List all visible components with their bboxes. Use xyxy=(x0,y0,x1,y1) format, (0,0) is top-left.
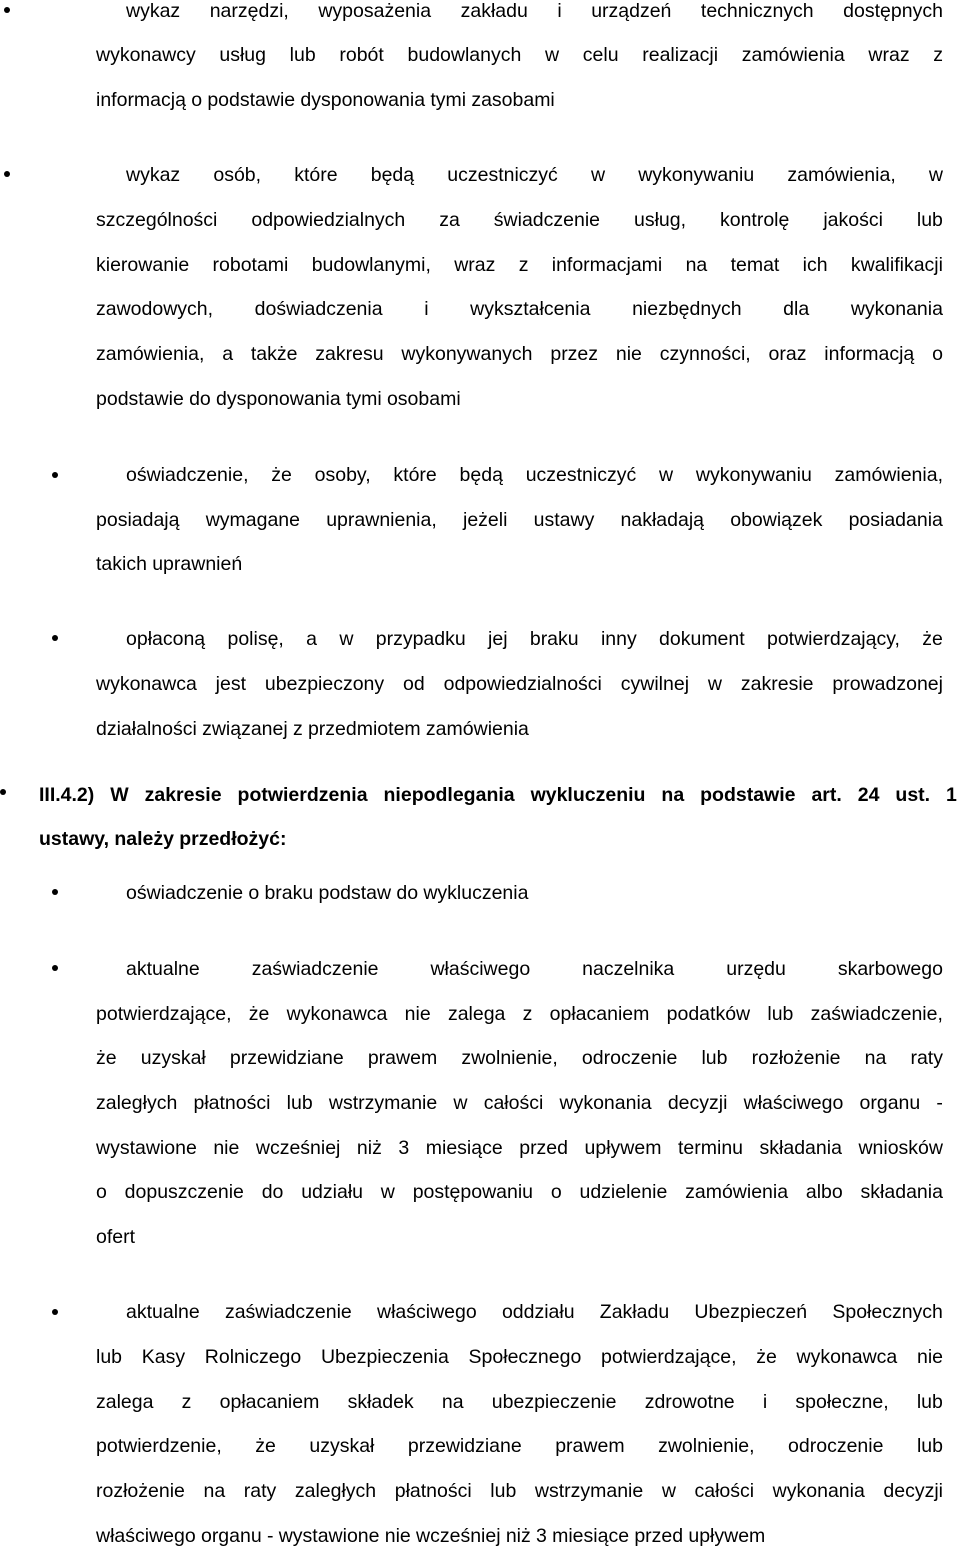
text-line: aktualne zaświadczenie właściwego oddziału Zakładu Ubezpieczeń Społecznych xyxy=(126,1301,943,1323)
bullet-icon xyxy=(52,472,58,478)
text-line: potwierdzające, że wykonawca nie zalega z opłacaniem podatków lub zaświadczenie, xyxy=(96,1003,943,1025)
text-line: lub Kasy Rolniczego Ubezpieczenia Społecznego potwierdzające, że wykonawca nie xyxy=(96,1346,943,1368)
text-line: wykaz narzędzi, wyposażenia zakładu i urządzeń technicznych dostępnych xyxy=(126,0,943,22)
text-line: takich uprawnień xyxy=(96,553,243,575)
text-line: oświadczenie o braku podstaw do wykluczenia xyxy=(126,882,529,904)
text-line: potwierdzenie, że uzyskał przewidziane prawem zwolnienie, odroczenie lub xyxy=(96,1435,943,1457)
text-line: rozłożenie na raty zaległych płatności lub wstrzymanie w całości wykonania decyzji xyxy=(96,1480,943,1502)
text-line: wystawione nie wcześniej niż 3 miesiące przed upływem terminu składania wniosków xyxy=(96,1137,943,1159)
text-line: wykonawca jest ubezpieczony od odpowiedzialności cywilnej w zakresie prowadzonej xyxy=(96,673,943,695)
text-line: podstawie do dysponowania tymi osobami xyxy=(96,388,461,410)
text-line: działalności związanej z przedmiotem zamówienia xyxy=(96,718,529,740)
text-line: ofert xyxy=(96,1226,136,1248)
text-line: szczególności odpowiedzialnych za świadczenie usług, kontrolę jakości lub xyxy=(96,209,943,231)
bullet-icon xyxy=(4,171,10,177)
bullet-icon xyxy=(0,789,6,795)
text-line: aktualne zaświadczenie właściwego naczelnika urzędu skarbowego xyxy=(126,958,943,980)
text-line: zawodowych, doświadczenia i wykształcenia niezbędnych dla wykonania xyxy=(96,298,943,320)
text-line: o dopuszczenie do udziału w postępowaniu o udzielenie zamówienia albo składania xyxy=(96,1181,943,1203)
text-line: III.4.2) W zakresie potwierdzenia niepodlegania wykluczeniu na podstawie art. 24 ust. 1 xyxy=(39,784,957,806)
text-line: kierowanie robotami budowlanymi, wraz z informacjami na temat ich kwalifikacji xyxy=(96,254,943,276)
bullet-icon xyxy=(52,889,58,895)
text-line: wykaz osób, które będą uczestniczyć w wykonywaniu zamówienia, w xyxy=(126,164,943,186)
text-line: ustawy, należy przedłożyć: xyxy=(39,828,287,850)
text-line: zamówienia, a także zakresu wykonywanych przez nie czynności, oraz informacją o xyxy=(96,343,943,365)
text-line: że uzyskał przewidziane prawem zwolnienie, odroczenie lub rozłożenie na raty xyxy=(96,1047,943,1069)
bullet-icon xyxy=(52,1309,58,1315)
text-line: wykonawcy usług lub robót budowlanych w celu realizacji zamówienia wraz z xyxy=(96,44,943,66)
bullet-icon xyxy=(52,635,58,641)
text-line: właściwego organu - wystawione nie wcześniej niż 3 miesiące przed upływem xyxy=(96,1525,766,1547)
text-line: opłaconą polisę, a w przypadku jej braku inny dokument potwierdzający, że xyxy=(126,628,943,650)
bullet-icon xyxy=(52,965,58,971)
text-line: oświadczenie, że osoby, które będą uczestniczyć w wykonywaniu zamówienia, xyxy=(126,464,943,486)
text-line: posiadają wymagane uprawnienia, jeżeli ustawy nakładają obowiązek posiadania xyxy=(96,509,943,531)
text-line: informacją o podstawie dysponowania tymi zasobami xyxy=(96,89,555,111)
text-line: zaległych płatności lub wstrzymanie w całości wykonania decyzji właściwego organu - xyxy=(96,1092,943,1114)
text-line: zalega z opłacaniem składek na ubezpieczenie zdrowotne i społeczne, lub xyxy=(96,1391,943,1413)
bullet-icon xyxy=(4,7,10,13)
